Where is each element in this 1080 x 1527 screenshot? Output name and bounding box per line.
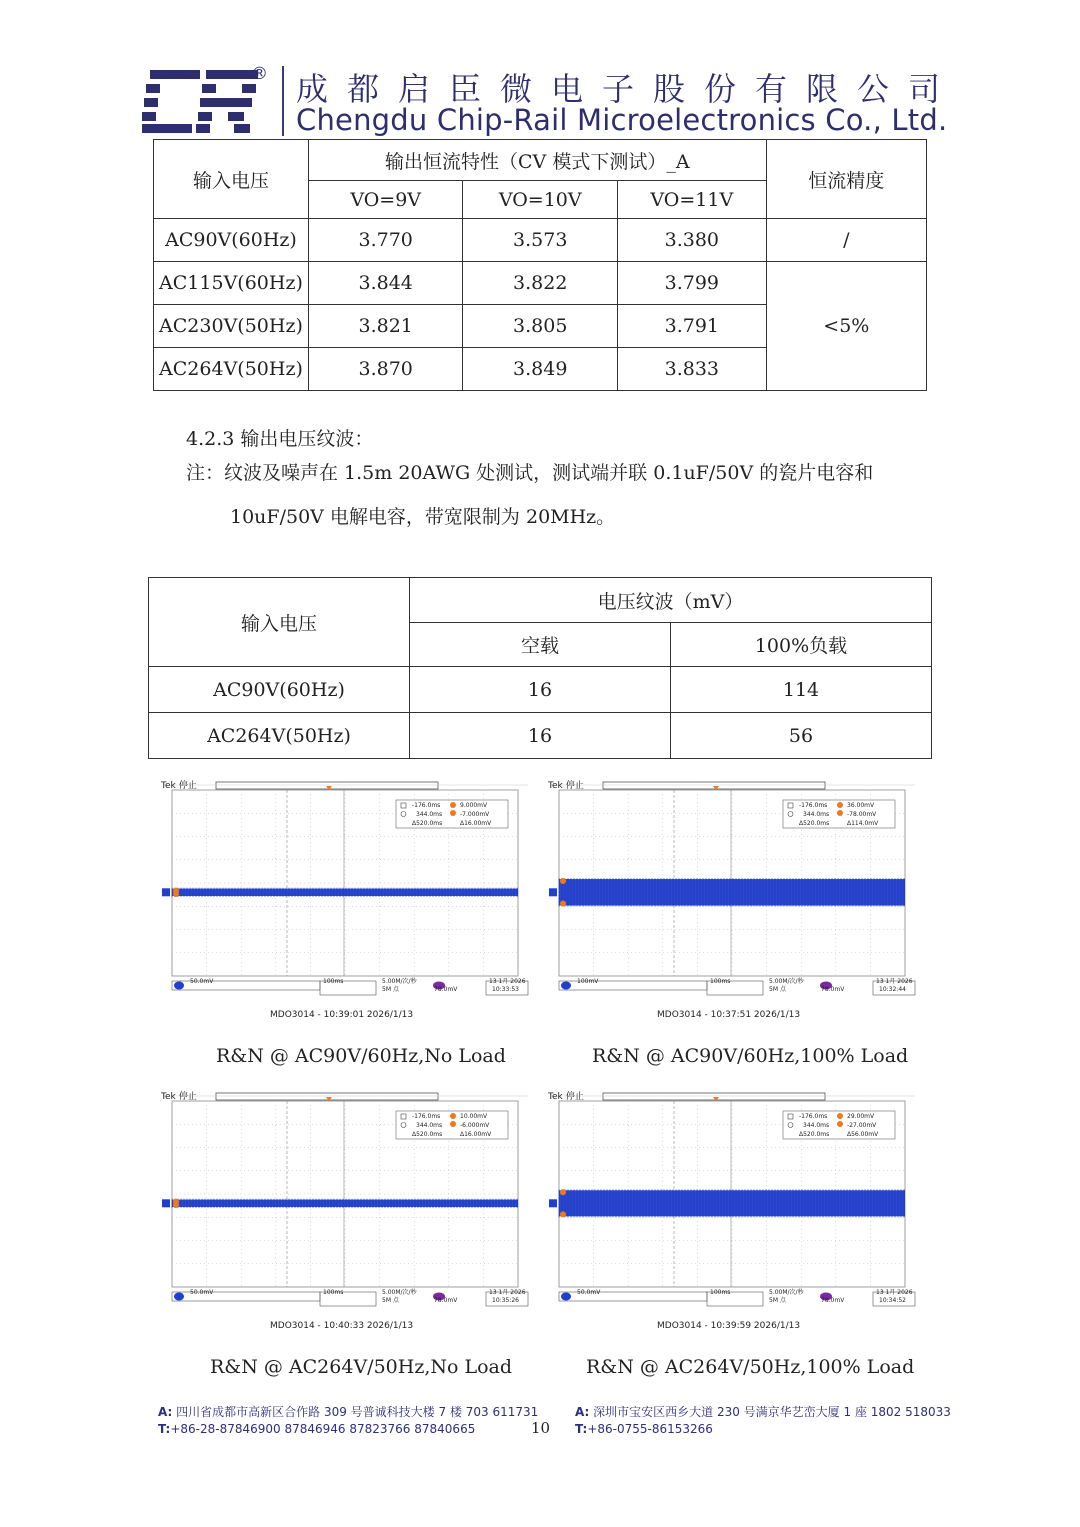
tek-brand: Tek	[548, 1092, 563, 1102]
scope-footer: MDO3014 - 10:40:33 2026/1/13	[270, 1321, 414, 1331]
cell-value: 114	[671, 667, 932, 713]
cursor-time-1: -176.0ms	[412, 1113, 441, 1120]
row-input: AC90V(60Hz)	[149, 667, 410, 713]
caption-scope-3: R&N @ AC264V/50Hz,No Load	[210, 1356, 513, 1378]
tek-brand: Tek	[548, 781, 563, 791]
cell-value: 3.805	[463, 305, 618, 348]
footer-address-right: A: 深圳市宝安区西乡大道 230 号满京华艺峦大厦 1 座 1802 518033	[575, 1405, 951, 1419]
cell-accuracy: <5%	[766, 262, 926, 391]
trigger-level: 78.0mV	[434, 986, 458, 993]
cell-value: 56	[671, 713, 932, 759]
cursor-delta-time: Δ520.0ms	[412, 820, 443, 827]
scope-date: 13 1月 2026	[876, 978, 913, 985]
cursor-delta-time: Δ520.0ms	[799, 1131, 830, 1138]
page-number: 10	[531, 1419, 551, 1437]
channel-scale: 100mV	[577, 978, 599, 985]
scope-screenshot-264v-full-load	[547, 1089, 919, 1339]
record-points: 5M 点	[769, 1297, 786, 1304]
cell-value: 3.844	[308, 262, 463, 305]
cursor-delta-volt: Δ16.00mV	[460, 820, 492, 827]
cell-value: 3.870	[308, 348, 463, 391]
tek-label	[548, 778, 584, 791]
run-state: 停止	[178, 1092, 197, 1102]
scope-time: 10:34:52	[879, 1297, 906, 1304]
sub-header-vo10: VO=10V	[463, 181, 618, 219]
scope-date: 13 1月 2026	[489, 978, 526, 985]
cell-value: 3.833	[618, 348, 767, 391]
cursor-time-1: -176.0ms	[799, 1113, 828, 1120]
table-row	[149, 713, 932, 759]
cell-value: 16	[410, 667, 671, 713]
sample-rate: 5.00M/次/秒	[769, 1289, 804, 1296]
scope-screenshot-90v-no-load	[160, 778, 532, 1028]
cursor-time-1: -176.0ms	[412, 802, 441, 809]
header-input-voltage: 输入电压	[149, 578, 410, 667]
trigger-level: 78.0mV	[434, 1297, 458, 1304]
section-title: 4.2.3 输出电压纹波：	[186, 428, 374, 450]
timebase: 100ms	[710, 1289, 731, 1296]
sub-header-vo9: VO=9V	[308, 181, 463, 219]
header-ripple: 电压纹波（mV）	[410, 578, 932, 623]
scope-footer: MDO3014 - 10:39:59 2026/1/13	[657, 1321, 801, 1331]
scope-date: 13 1月 2026	[876, 1289, 913, 1296]
scope-footer: MDO3014 - 10:37:51 2026/1/13	[657, 1010, 801, 1020]
cell-value: 3.380	[618, 219, 767, 262]
tek-label	[161, 778, 197, 791]
table-row	[154, 219, 927, 262]
record-points: 5M 点	[382, 986, 399, 993]
sample-rate: 5.00M/次/秒	[769, 978, 804, 985]
header-input-voltage: 输入电压	[154, 140, 309, 219]
note-line-2: 10uF/50V 电解电容，带宽限制为 20MHz。	[230, 506, 616, 528]
ripple-table	[148, 577, 932, 759]
cursor-delta-volt: Δ56.00mV	[847, 1131, 879, 1138]
sub-header-no-load: 空载	[410, 623, 671, 667]
company-name-cn: 成都启臣微电子股份有限公司	[296, 70, 960, 108]
timebase: 100ms	[323, 1289, 344, 1296]
scope-screenshot-264v-no-load	[160, 1089, 532, 1339]
cursor-volt-a: 29.00mV	[847, 1113, 875, 1120]
tek-brand: Tek	[161, 1092, 176, 1102]
cursor-delta-time: Δ520.0ms	[799, 820, 830, 827]
table-row	[149, 667, 932, 713]
record-points: 5M 点	[769, 986, 786, 993]
trigger-level: 78.0mV	[821, 1297, 845, 1304]
cell-value: 3.770	[308, 219, 463, 262]
sub-header-full-load: 100%负载	[671, 623, 932, 667]
cursor-delta-volt: Δ16.00mV	[460, 1131, 492, 1138]
cursor-delta-time: Δ520.0ms	[412, 1131, 443, 1138]
cursor-time-2: 344.0ms	[803, 811, 830, 818]
tek-label	[161, 1089, 197, 1102]
row-input: AC264V(50Hz)	[149, 713, 410, 759]
run-state: 停止	[178, 781, 197, 791]
channel-scale: 50.0mV	[577, 1289, 601, 1296]
sample-rate: 5.00M/次/秒	[382, 978, 417, 985]
trigger-level: 78.0mV	[821, 986, 845, 993]
sample-rate: 5.00M/次/秒	[382, 1289, 417, 1296]
footer-tel-right: T:+86-0755-86153266	[575, 1422, 713, 1436]
cell-value: 3.791	[618, 305, 767, 348]
scope-time: 10:35:26	[492, 1297, 519, 1304]
header-divider	[282, 66, 284, 136]
channel-scale: 50.0mV	[190, 1289, 214, 1296]
footer-address-left: A: 四川省成都市高新区合作路 309 号普诚科技大楼 7 楼 703 611731	[158, 1405, 539, 1419]
channel-scale: 50.0mV	[190, 978, 214, 985]
cell-value: 16	[410, 713, 671, 759]
cell-value: 3.822	[463, 262, 618, 305]
scope-time: 10:32:44	[879, 986, 906, 993]
timebase: 100ms	[710, 978, 731, 985]
footer-tel-left: T:+86-28-87846900 87846946 87823766 87840665	[158, 1422, 476, 1436]
row-input: AC90V(60Hz)	[154, 219, 309, 262]
scope-time: 10:33:53	[492, 986, 519, 993]
company-name-en: Chengdu Chip-Rail Microelectronics Co., Ltd.	[296, 103, 948, 137]
run-state: 停止	[565, 781, 584, 791]
cell-value: 3.849	[463, 348, 618, 391]
row-input: AC115V(60Hz)	[154, 262, 309, 305]
record-points: 5M 点	[382, 1297, 399, 1304]
cursor-time-1: -176.0ms	[799, 802, 828, 809]
cursor-volt-b: -78.00mV	[847, 811, 877, 818]
caption-scope-2: R&N @ AC90V/60Hz,100% Load	[592, 1045, 909, 1067]
scope-screenshot-90v-full-load	[547, 778, 919, 1028]
row-input: AC264V(50Hz)	[154, 348, 309, 391]
cell-value: 3.821	[308, 305, 463, 348]
sub-header-vo11: VO=11V	[618, 181, 767, 219]
cursor-volt-a: 10.00mV	[460, 1113, 488, 1120]
constant-current-table	[153, 139, 927, 391]
scope-footer: MDO3014 - 10:39:01 2026/1/13	[270, 1010, 414, 1020]
scope-date: 13 1月 2026	[489, 1289, 526, 1296]
cursor-delta-volt: Δ114.0mV	[847, 820, 879, 827]
cell-value: 3.573	[463, 219, 618, 262]
header-output-cc: 输出恒流特性（CV 模式下测试）_A	[308, 140, 766, 181]
cell-value: 3.799	[618, 262, 767, 305]
cell-accuracy: /	[766, 219, 926, 262]
run-state: 停止	[565, 1092, 584, 1102]
cursor-volt-b: -6.000mV	[460, 1122, 490, 1129]
caption-scope-4: R&N @ AC264V/50Hz,100% Load	[586, 1356, 915, 1378]
cursor-time-2: 344.0ms	[416, 811, 443, 818]
cursor-time-2: 344.0ms	[416, 1122, 443, 1129]
table-row	[154, 262, 927, 305]
note-line-1: 注：纹波及噪声在 1.5m 20AWG 处测试，测试端并联 0.1uF/50V 的瓷片电容和	[186, 462, 874, 484]
row-input: AC230V(50Hz)	[154, 305, 309, 348]
registered-mark: ®	[251, 64, 268, 84]
cursor-volt-b: -27.00mV	[847, 1122, 877, 1129]
cursor-time-2: 344.0ms	[803, 1122, 830, 1129]
timebase: 100ms	[323, 978, 344, 985]
cursor-volt-a: 36.00mV	[847, 802, 875, 809]
header-cc-accuracy: 恒流精度	[766, 140, 926, 219]
tek-brand: Tek	[161, 781, 176, 791]
cursor-volt-a: 9.000mV	[460, 802, 488, 809]
caption-scope-1: R&N @ AC90V/60Hz,No Load	[216, 1045, 506, 1067]
tek-label	[548, 1089, 584, 1102]
cursor-volt-b: -7.000mV	[460, 811, 490, 818]
